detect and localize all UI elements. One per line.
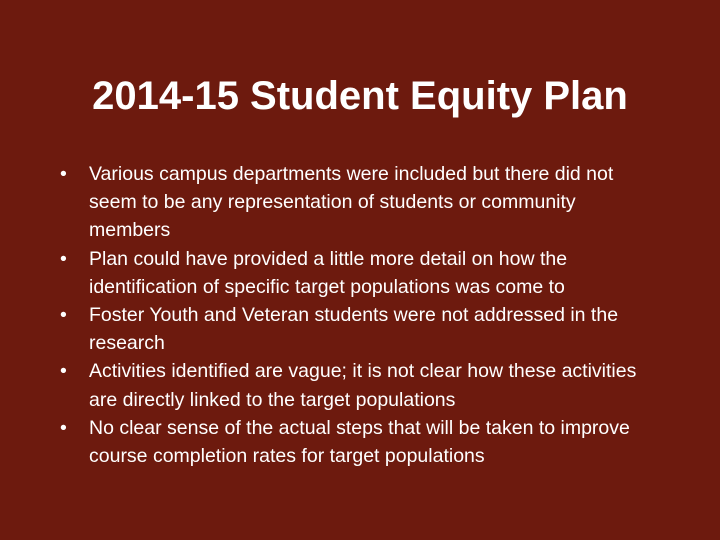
bullet-marker-icon: • bbox=[60, 163, 67, 185]
bullet-text: Various campus departments were included but there did not seem to be any representation of students or community members bbox=[89, 163, 614, 242]
bullet-text: Plan could have provided a little more detail on how the identification of specific target populations was come to bbox=[89, 247, 568, 298]
bullet-text: No clear sense of the actual steps that will be taken to improve course completion rates for target populations bbox=[89, 416, 630, 468]
bullet-text: Foster Youth and Veteran students were not addressed in the research bbox=[89, 304, 619, 355]
bullet-marker-icon: • bbox=[60, 304, 67, 327]
bullet-item bbox=[60, 414, 660, 470]
bullet-item bbox=[60, 301, 660, 357]
bullet-marker-icon: • bbox=[60, 360, 67, 383]
bullet-item bbox=[60, 357, 660, 413]
bullet-marker-icon: • bbox=[60, 247, 67, 270]
bullet-item bbox=[60, 245, 660, 301]
bullet-item bbox=[60, 160, 660, 245]
bullet-list bbox=[60, 160, 660, 470]
slide-title: 2014-15 Student Equity Plan bbox=[92, 74, 628, 118]
bullet-marker-icon: • bbox=[60, 416, 67, 439]
bullet-text: Activities identified are vague; it is not clear how these activities are directly linked to the target populations bbox=[89, 360, 637, 411]
